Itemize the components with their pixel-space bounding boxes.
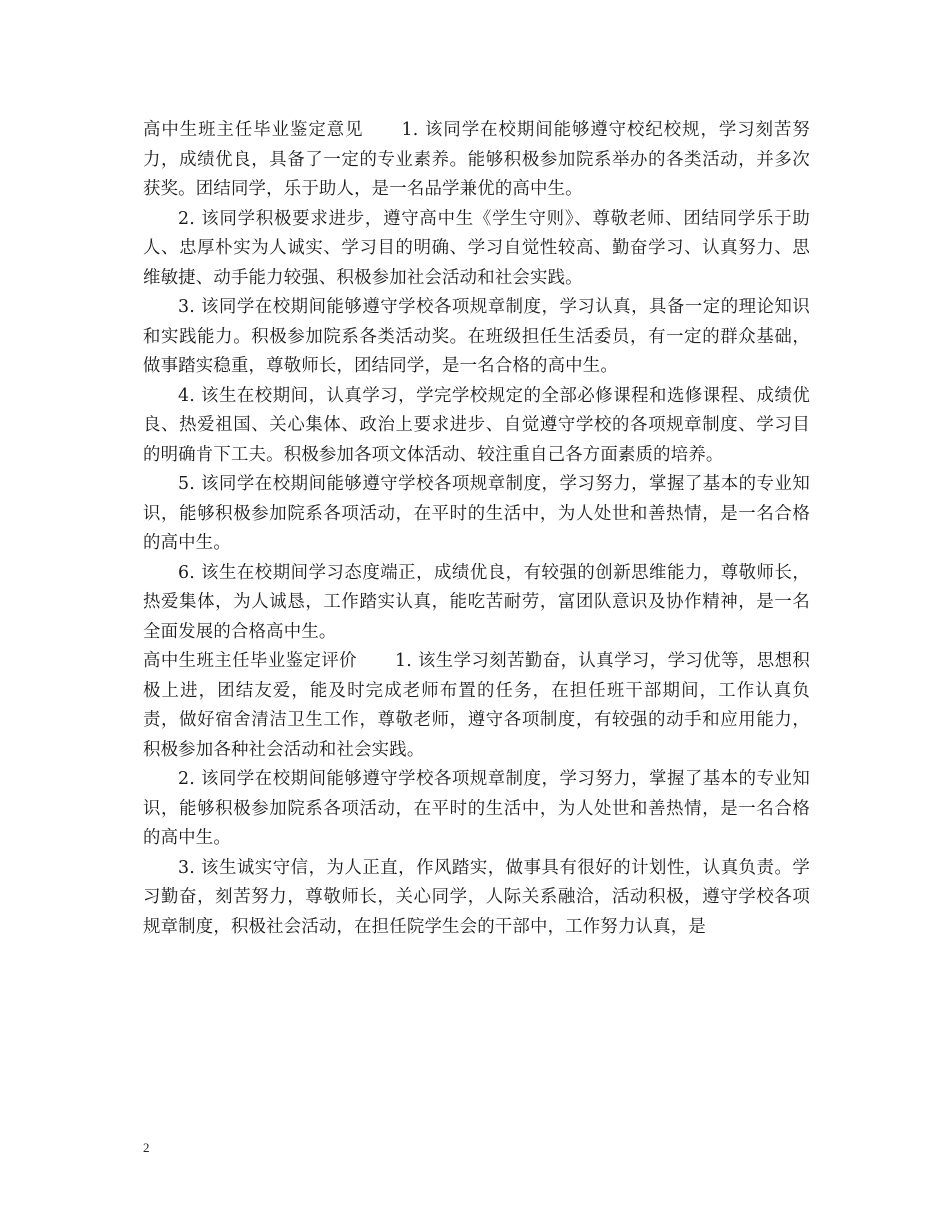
section-heading-opinion: 高中生班主任毕业鉴定意见: [143, 120, 364, 140]
opinion-item-6: 6. 该生在校期间学习态度端正，成绩优良，有较强的创新思维能力，尊敬师长，热爱集体，为人诚恳，工作踏实认真，能吃苦耐劳，富团队意识及协作精神，是一名全面发展的合格高中生。: [143, 562, 810, 642]
page-number: 2: [143, 1140, 150, 1155]
opinion-item-2: 2. 该同学积极要求进步，遵守高中生《学生守则》、尊敬老师、团结同学乐于助人、忠厚朴实为人诚实、学习目的明确、学习自觉性较高、勤奋学习、认真努力、思维敏捷、动手能力较强、积极参加社会活动和社会实践。: [143, 208, 810, 288]
section-opinion-first-paragraph: [143, 116, 810, 205]
evaluation-item-3: 3. 该生诚实守信，为人正直，作风踏实，做事具有很好的计划性，认真负责。学习勤奋，刻苦努力，尊敬师长，关心同学，人际关系融洽，活动积极，遵守学校各项规章制度，积极社会活动，在担任院学生会的干部中，工作努力认真，是: [143, 857, 810, 937]
section-evaluation-first-paragraph: [143, 647, 810, 765]
opinion-item-4: 4. 该生在校期间，认真学习，学完学校规定的全部必修课程和选修课程、成绩优良、热爱祖国、关心集体、政治上要求进步、自觉遵守学校的各项规章制度、学习目的明确肯下工夫。积极参加各项文体活动、较注重自己各方面素质的培养。: [143, 385, 810, 465]
opinion-item-1: 1. 该同学在校期间能够遵守校纪校规，学习刻苦努力，成绩优良，具备了一定的专业素养。能够积极参加院系举办的各类活动，并多次获奖。团结同学，乐于助人，是一名品学兼优的高中生。: [143, 120, 810, 199]
evaluation-item-2: 2. 该同学在校期间能够遵守学校各项规章制度，学习努力，掌握了基本的专业知识，能够积极参加院系各项活动，在平时的生活中，为人处世和善热情，是一名合格的高中生。: [143, 769, 810, 848]
opinion-item-3: 3. 该同学在校期间能够遵守学校各项规章制度，学习认真，具备一定的理论知识和实践能力。积极参加院系各类活动奖。在班级担任生活委员，有一定的群众基础，做事踏实稳重，尊敬师长，团结同学，是一名合格的高中生。: [143, 297, 810, 376]
opinion-item-5: 5. 该同学在校期间能够遵守学校各项规章制度，学习努力，掌握了基本的专业知识，能够积极参加院系各项活动，在平时的生活中，为人处世和善热情，是一名合格的高中生。: [143, 474, 810, 553]
evaluation-item-1: 1. 该生学习刻苦勤奋，认真学习，学习优等，思想积极上进，团结友爱，能及时完成老师布置的任务，在担任班干部期间，工作认真负责，做好宿舍清洁卫生工作，尊敬老师，遵守各项制度，有较强的动手和应用能力，积极参加各种社会活动和社会实践。: [143, 651, 810, 760]
document-body: [143, 116, 810, 942]
section-heading-evaluation: 高中生班主任毕业鉴定评价: [143, 651, 357, 671]
